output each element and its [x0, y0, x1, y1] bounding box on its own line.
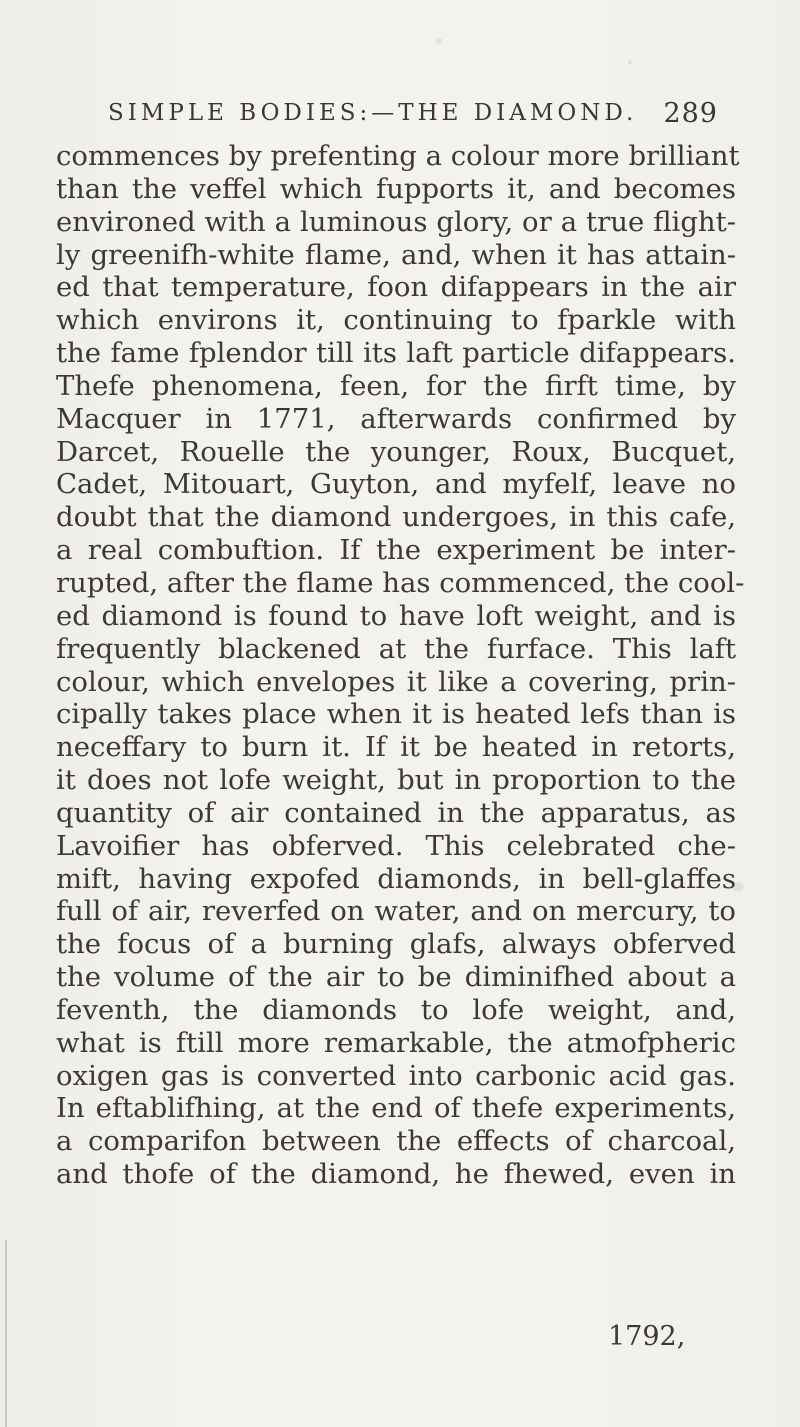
page-edge-shadow	[5, 1240, 7, 1427]
text-line: the focus of a burning glafs, always obferved	[56, 928, 736, 961]
text-line: and thofe of the diamond, he fhewed, even in	[56, 1158, 736, 1191]
text-line: the volume of the air to be diminifhed about a	[56, 961, 736, 994]
text-line: quantity of air contained in the apparatus, as	[56, 796, 736, 829]
text-line: neceffary to burn it. If it be heated in retorts,	[56, 731, 736, 764]
text-line: which environs it, continuing to fparkle with	[56, 304, 736, 337]
text-line: Macquer in 1771, afterwards confirmed by	[56, 402, 736, 435]
page-number: 289	[663, 98, 718, 129]
text-line: it does not lofe weight, but in proportion to the	[56, 764, 736, 797]
text-line: Thefe phenomena, feen, for the firft time, by	[56, 369, 736, 402]
foxing-spot	[628, 60, 632, 65]
text-line: rupted, after the flame has commenced, the cool-	[56, 566, 745, 599]
running-head-title: SIMPLE BODIES:—THE DIAMOND.	[108, 100, 638, 126]
text-line: a comparifon between the effects of charcoal,	[56, 1125, 736, 1158]
text-line: the fame fplendor till its laft particle difappears.	[56, 337, 736, 370]
body-text	[56, 140, 745, 1191]
text-line: what is ftill more remarkable, the atmofpheric	[56, 1026, 736, 1059]
running-head	[108, 100, 718, 140]
text-line: a real combuftion. If the experiment be inter-	[56, 534, 736, 567]
text-line: feventh, the diamonds to lofe weight, and,	[56, 993, 736, 1026]
text-line: ed that temperature, foon difappears in the air	[56, 271, 736, 304]
text-line: Cadet, Mitouart, Guyton, and myfelf, leave no	[56, 468, 736, 501]
text-line: commences by prefenting a colour more brilliant	[56, 140, 740, 172]
text-line: cipally takes place when it is heated lefs than is	[56, 698, 736, 731]
text-line: full of air, reverfed on water, and on mercury, to	[56, 895, 736, 928]
text-line: colour, which envelopes it like a covering, prin-	[56, 665, 736, 698]
text-line: ly greenifh-white flame, and, when it has attain-	[56, 238, 736, 271]
catchword: 1792,	[608, 1321, 686, 1352]
text-line: environed with a luminous glory, or a true flight-	[56, 205, 736, 238]
text-line: than the veffel which fupports it, and becomes	[56, 172, 736, 205]
text-line: frequently blackened at the furface. This laft	[56, 632, 736, 665]
text-line: ed diamond is found to have loft weight, and is	[56, 599, 736, 632]
text-line: doubt that the diamond undergoes, in this cafe,	[56, 501, 736, 534]
text-line: Darcet, Rouelle the younger, Roux, Bucquet,	[56, 435, 736, 468]
text-line: mift, having expofed diamonds, in bell-glaffes	[56, 862, 736, 895]
foxing-spot	[436, 38, 442, 44]
text-line: oxigen gas is converted into carbonic acid gas.	[56, 1059, 736, 1092]
text-line: In eftablifhing, at the end of thefe experiments,	[56, 1092, 736, 1125]
text-line: Lavoifier has obferved. This celebrated che-	[56, 829, 736, 862]
